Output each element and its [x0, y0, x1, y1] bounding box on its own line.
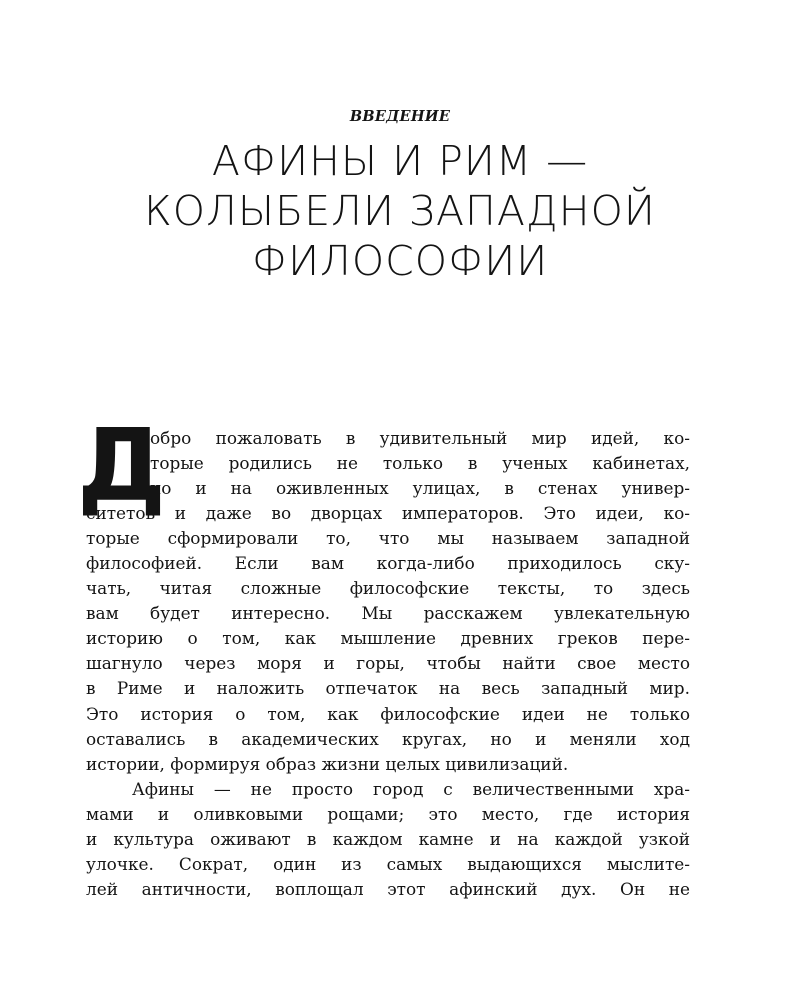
text-line: Это история о том, как философские идеи не только: [86, 703, 690, 724]
text-line: лей античности, воплощал этот афинский дух. Он не: [86, 878, 690, 899]
chapter-title: [0, 136, 800, 286]
text-line: в Риме и наложить отпечаток на весь западный мир.: [86, 678, 690, 699]
text-line: мами и оливковыми рощами; это место, где история: [86, 803, 690, 824]
text-line: торые родились не только в ученых кабинетах,: [150, 453, 690, 474]
text-line: истории, формируя образ жизни целых цивилизаций.: [86, 753, 569, 774]
text-line: оставались в академических кругах, но и меняли ход: [86, 728, 690, 749]
section-label: ВВЕДЕНИЕ: [349, 108, 451, 125]
text-line: и культура оживают в каждом камне и на каждой узкой: [86, 828, 690, 849]
text-line: торые сформировали то, что мы называем западной: [86, 528, 690, 549]
text-line: шагнуло через моря и горы, чтобы найти свое место: [86, 653, 690, 674]
drop-cap: Д: [77, 407, 167, 524]
chapter-title-line: КОЛЫБЕЛИ ЗАПАДНОЙ: [144, 187, 656, 235]
text-line: ситетов и даже во дворцах императоров. Это идеи, ко-: [86, 503, 690, 524]
text-line: но и на оживленных улицах, в стенах универ-: [150, 478, 690, 499]
text-line: обро пожаловать в удивительный мир идей, ко-: [150, 428, 690, 448]
body-text: [77, 407, 690, 902]
text-line: улочке. Сократ, один из самых выдающихся мыслите-: [86, 853, 690, 874]
text-line: вам будет интересно. Мы расскажем увлекательную: [86, 603, 690, 624]
text-line: чать, читая сложные философские тексты, то здесь: [86, 578, 690, 599]
chapter-title-line: АФИНЫ И РИМ —: [211, 137, 589, 185]
chapter-title-line: ФИЛОСОФИИ: [251, 237, 549, 285]
text-line: историю о том, как мышление древних греков пере-: [86, 628, 690, 649]
text-line: Афины — не просто город с величественными хра-: [132, 778, 690, 799]
text-line: философией. Если вам когда-либо приходилось ску-: [86, 553, 690, 574]
